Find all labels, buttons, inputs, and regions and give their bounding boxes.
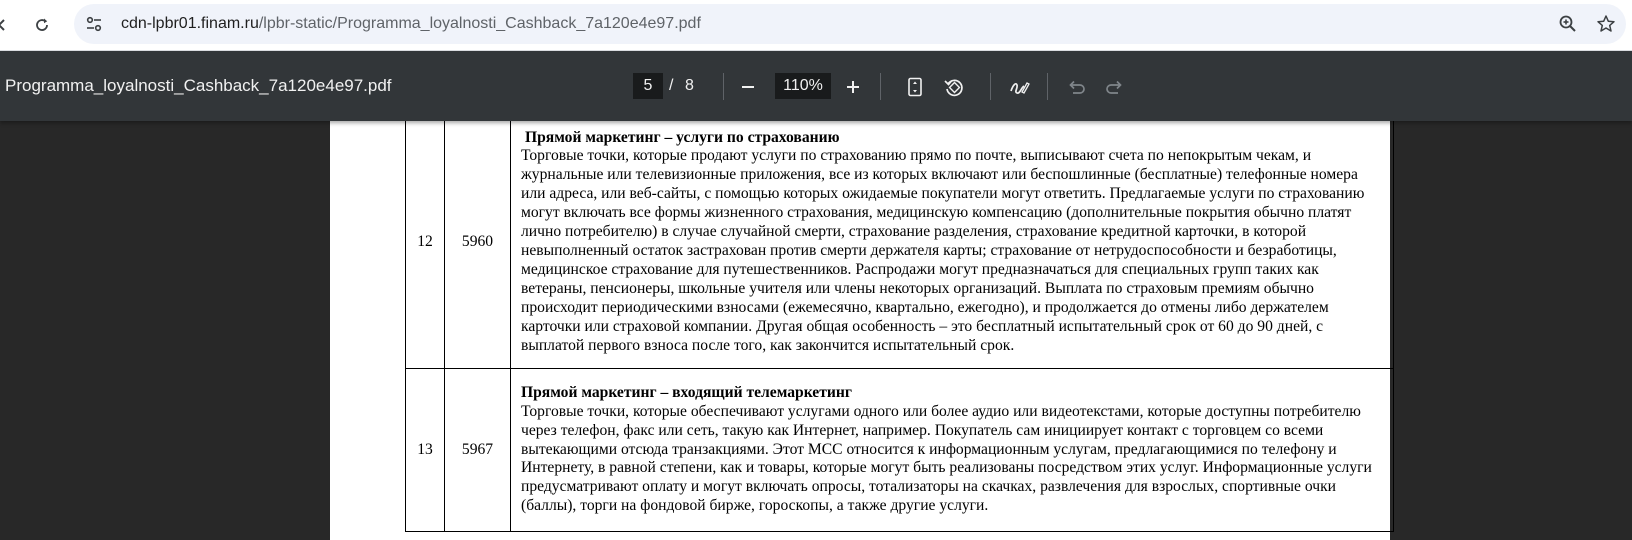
document-title: Programma_loyalnosti_Cashback_7a120e4e97.pdf: [5, 76, 392, 95]
site-info-icon[interactable]: [84, 14, 104, 34]
page-number-input[interactable]: 5: [633, 73, 663, 99]
row-description: [511, 116, 1394, 369]
address-bar[interactable]: [74, 4, 1626, 44]
pdf-page: [330, 102, 1390, 540]
zoom-level-input[interactable]: 110%: [775, 73, 831, 99]
url-text[interactable]: [121, 14, 701, 34]
mcc-code: 5960: [445, 116, 511, 369]
toolbar-divider: [1047, 73, 1048, 100]
mcc-table: [405, 102, 1394, 532]
table-row: [406, 369, 1394, 532]
fit-page-icon[interactable]: [901, 73, 929, 101]
zoom-out-icon[interactable]: [734, 73, 762, 101]
reload-icon[interactable]: [26, 9, 58, 41]
total-pages: 8: [685, 77, 694, 94]
toolbar-divider: [990, 73, 991, 100]
rotate-icon[interactable]: [940, 73, 968, 101]
toolbar-divider: [880, 73, 881, 100]
undo-icon[interactable]: [1062, 73, 1090, 101]
bookmark-star-icon[interactable]: [1594, 12, 1618, 36]
browser-toolbar: [0, 0, 1632, 51]
back-arrow-icon[interactable]: [0, 9, 18, 41]
row-title: Прямой маркетинг – входящий телемаркетинг: [521, 383, 852, 401]
table-row: [406, 116, 1394, 369]
url-host: cdn-lpbr01.finam.ru: [121, 15, 259, 32]
page-separator: /: [669, 77, 674, 94]
row-number: 12: [406, 116, 445, 369]
pdf-toolbar: [0, 51, 1632, 121]
toolbar-divider: [723, 73, 724, 100]
row-body: Торговые точки, которые обеспечивают услугами одного или более аудио или видеотекстами, которые доступны потребителю через телефон, факс или сеть, такую как Интернет, например. Покупатель сам инициирует контакт с торговцем со всеми вытекающими отсюда транзакциями. Этот МСС относится к информационным услугам, предлагающимися по телефону и Интернету, в равной степени, как и товары, которые могут быть реализованы посредством этих услуг. Информационные услуги предусматривают оплату и могут включать опросы, тотализаторы на скачках, развлечения для взрослых, спортивные очки (баллы), торги на фондовой бирже, гороскопы, а также другие услуги.: [521, 402, 1372, 515]
url-path: /lpbr-static/Programma_loyalnosti_Cashback_7a120e4e97.pdf: [258, 15, 701, 32]
annotate-pen-icon[interactable]: [1005, 73, 1033, 101]
row-description: [511, 369, 1394, 532]
row-title: Прямой маркетинг – услуги по страхованию: [525, 128, 840, 146]
row-number: 13: [406, 369, 445, 532]
zoom-icon[interactable]: [1556, 12, 1580, 36]
row-body: Торговые точки, которые продают услуги по страхованию прямо по почте, выписывают счета по непокрытым чекам, и журнальные или телевизионные приложения, все из которых включают или беспошлинные (бесплатные) телефонные номера или адреса, или веб-сайты, с помощью которых ожидаемые покупатели могут ответить. Предлагаемые услуги по страхованию могут включать все формы жизненного страхования, медицинскую компенсацию (дополнительные покрытия обычно платят лично потребителю) в случае случайной смерти, страхование разделения, страхование кредитной карточки, в которой невыполненный остаток застрахован против смерти держателя карты; страхование от нетрудоспособности и безработицы, медицинское страхование для путешественников. Распродажи могут предназначаться для специальных групп таких как ветераны, пенсионеры, школьные учителя или члены некоторых организаций. Выплата по страховым премиям обычно происходит периодическими взносами (ежемесячно, квартально, ежегодно), и продолжается до отмены либо держателем карточки или страховой компании. Другая общая особенность – это бесплатный испытательный срок от 60 до 90 дней, с выплатой первого взноса после того, как закончится испытательный срок.: [521, 147, 1365, 354]
redo-icon[interactable]: [1101, 73, 1129, 101]
pdf-viewer: [0, 51, 1632, 540]
zoom-in-icon[interactable]: [839, 73, 867, 101]
mcc-code: 5967: [445, 369, 511, 532]
